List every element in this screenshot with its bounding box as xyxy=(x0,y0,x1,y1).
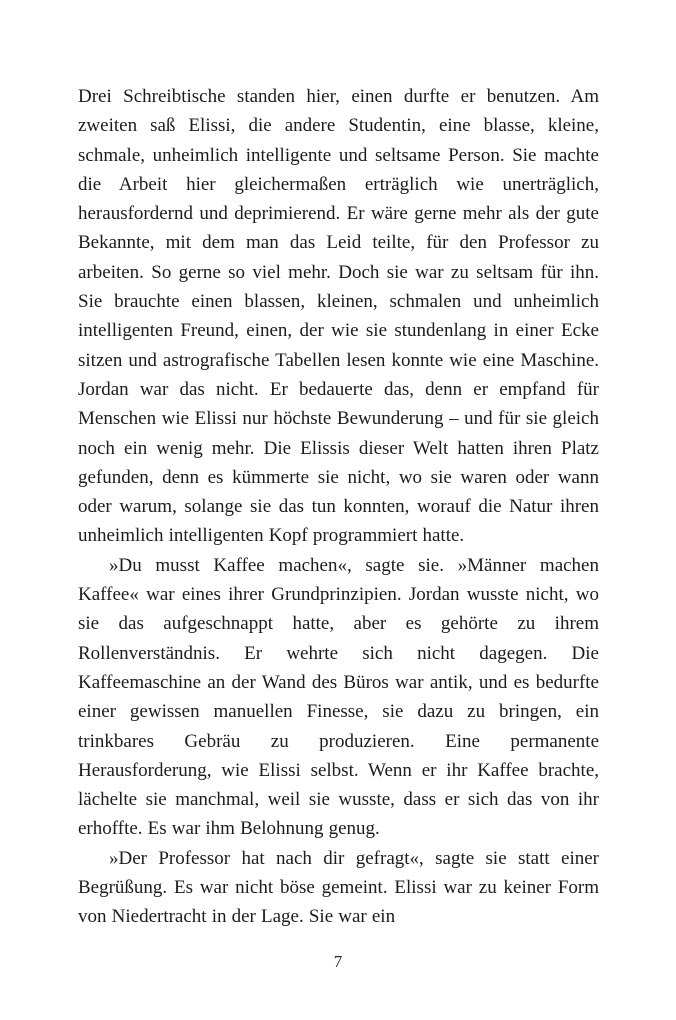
paragraph-2: »Du musst Kaffee machen«, sagte sie. »Männer machen Kaffee« war eines ihrer Grundprinzipien. Jordan wusste nicht, wo sie das aufgeschnappt hatte, aber es gehörte zu ihrem Rollenverständnis. Er wehrte sich nicht dagegen. Die Kaffeemaschine an der Wand des Büros war antik, und es bedurfte einer gewissen manuellen Finesse, sie dazu zu bringen, ein trinkbares Gebräu zu produzieren. Eine permanente Herausforderung, wie Elissi selbst. Wenn er ihr Kaffee brachte, lächelte sie manchmal, weil sie wusste, dass er sich das von ihr erhoffte. Es war ihm Belohnung genug. xyxy=(78,554,599,840)
page-number: 7 xyxy=(333,952,343,971)
paragraph-3: »Der Professor hat nach dir gefragt«, sagte sie statt einer Begrüßung. Es war nicht böse gemeint. Elissi war zu keiner Form von Niedertracht in der Lage. Sie war ein xyxy=(78,847,599,928)
paragraph-1: Drei Schreibtische standen hier, einen durfte er benutzen. Am zweiten saß Elissi, die andere Studentin, eine blasse, kleine, schmale, unheimlich intelligente und seltsame Person. Sie machte die Arbeit hier gleichermaßen erträglich wie unerträglich, herausfordernd und deprimierend. Er wäre gerne mehr als der gute Bekannte, mit dem man das Leid teilte, für den Professor zu arbeiten. So gerne so viel mehr. Doch sie war zu seltsam für ihn. Sie brauchte einen blassen, kleinen, schmalen und unheimlich intelligenten Freund, einen, der wie sie stundenlang in einer Ecke sitzen und astrografische Tabellen lesen konnte wie eine Maschine. Jordan war das nicht. Er bedauerte das, denn er empfand für Menschen wie Elissi nur höchste Bewunderung – und für sie gleich noch ein wenig mehr. Die Elissis dieser Welt hatten ihren Platz gefunden, denn es kümmerte sie nicht, wo sie waren oder wann oder warum, solange sie das tun konnten, worauf die Natur ihren unheimlich intelligenten Kopf programmiert hatte. xyxy=(78,86,599,547)
page-text xyxy=(78,82,599,932)
